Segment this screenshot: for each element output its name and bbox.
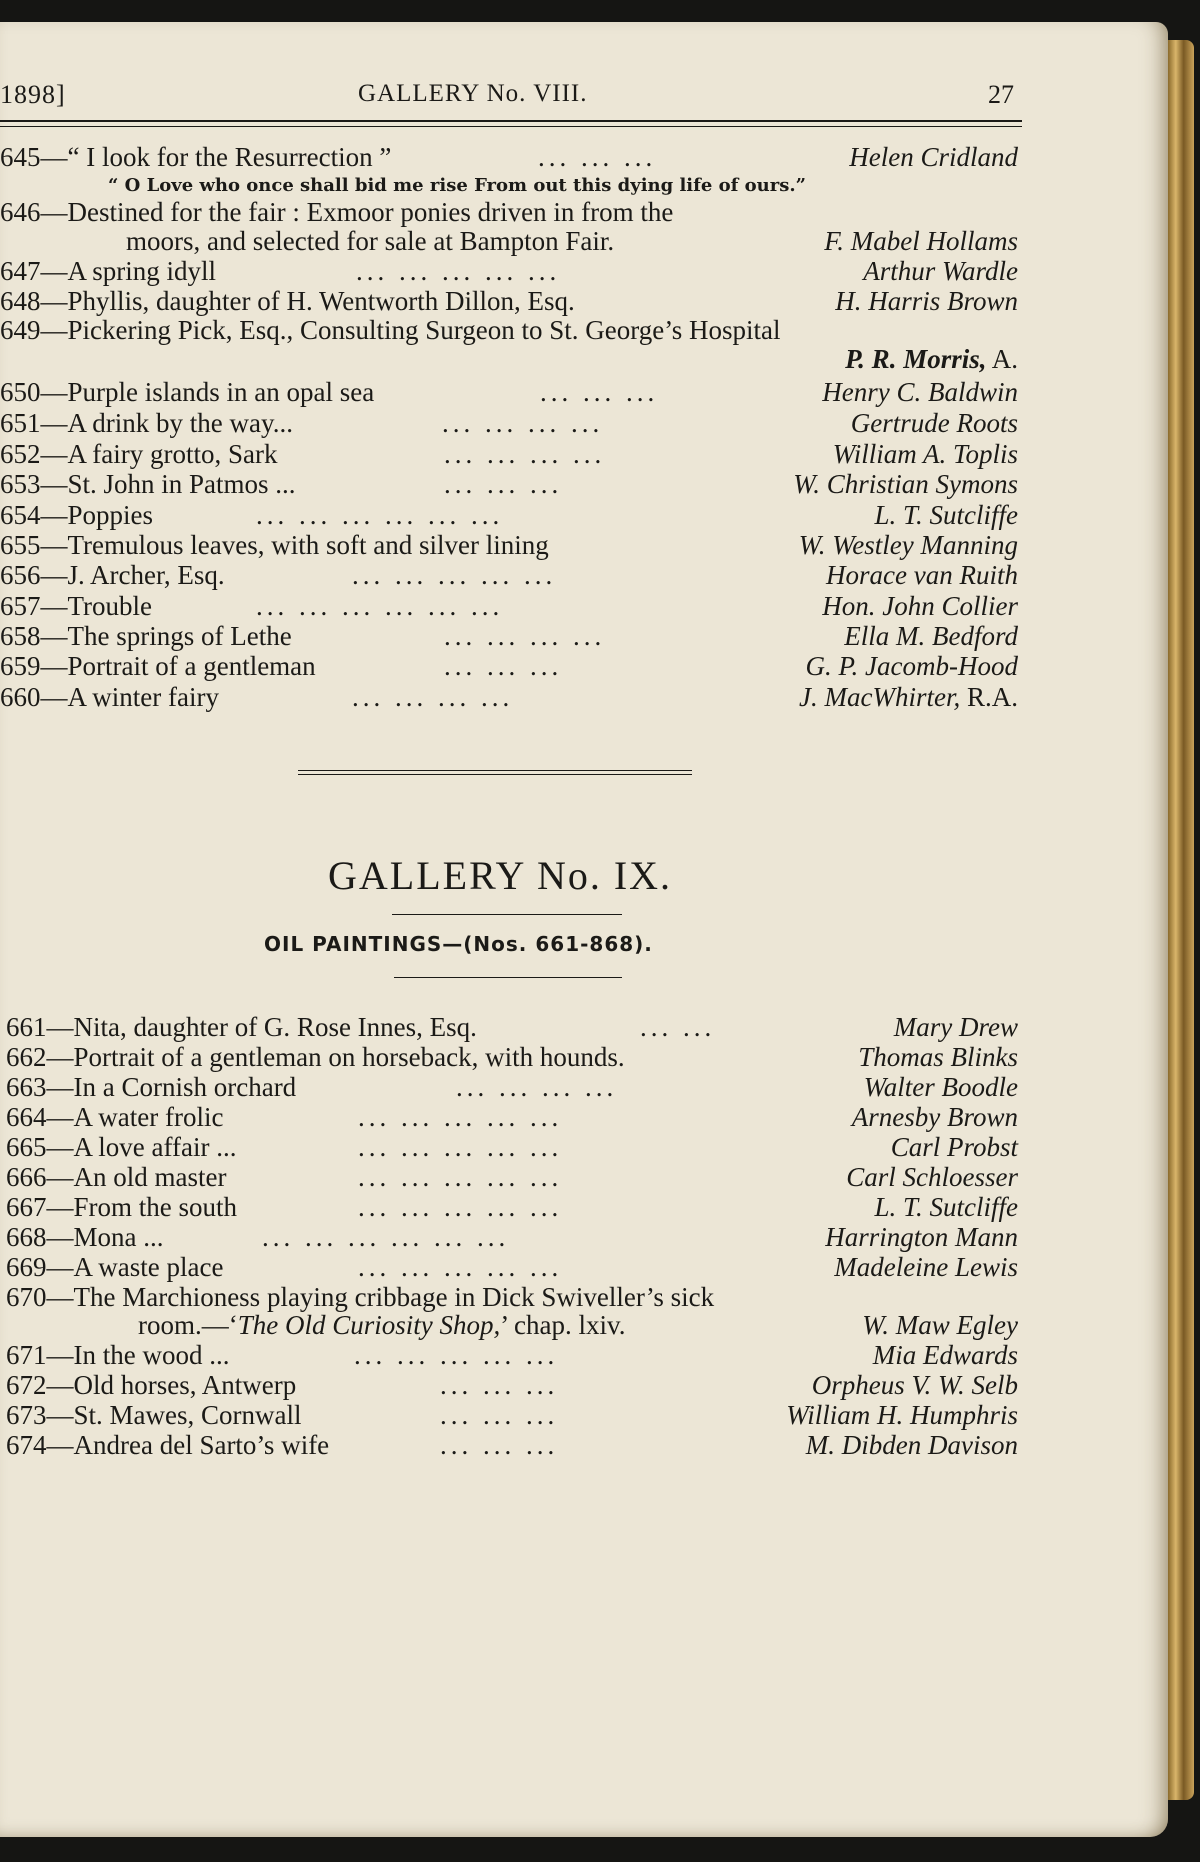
list-item: 673—St. Mawes, Cornwall (6, 1400, 302, 1430)
leader-dots: ... ... ... ... ... (358, 1192, 563, 1222)
artist-name: Gertrude Roots (850, 408, 1018, 438)
artist-name: L. T. Sutcliffe (874, 500, 1018, 530)
artist-name: Harrington Mann (825, 1222, 1018, 1252)
list-item: 649—Pickering Pick, Esq., Consulting Surgeon to St. George’s Hospital (0, 315, 781, 345)
book-title: The Old Curiosity Shop, (237, 1310, 501, 1340)
list-item: 664—A water frolic (6, 1102, 224, 1132)
artist-name: William H. Humphris (786, 1400, 1018, 1430)
leader-dots: ... ... ... ... ... (358, 1132, 563, 1162)
artist-name: Arnesby Brown (851, 1102, 1018, 1132)
leader-dots: ... ... ... ... ... (354, 1340, 559, 1370)
leader-dots: ... ... ... ... ... (358, 1162, 563, 1192)
leader-dots: ... ... ... (444, 651, 563, 681)
artist-name: P. R. Morris, (845, 344, 987, 374)
list-item: 670—The Marchioness playing cribbage in Dick Swiveller’s sick (6, 1282, 715, 1312)
academy-suffix: R.A. (966, 682, 1018, 712)
subtitle-underline (394, 977, 622, 978)
artist-name: Carl Probst (890, 1132, 1018, 1162)
artist-name: M. Dibden Davison (805, 1430, 1018, 1460)
artist-name: Helen Cridland (849, 142, 1018, 172)
page-number: 27 (988, 80, 1014, 109)
leader-dots: ... ... ... (440, 1430, 559, 1460)
artist-name: Orpheus V. W. Selb (811, 1370, 1018, 1400)
leader-dots: ... ... (640, 1012, 716, 1042)
list-item: 659—Portrait of a gentleman (0, 651, 316, 681)
list-item: 667—From the south (6, 1192, 238, 1222)
artist-name: G. P. Jacomb-Hood (805, 651, 1018, 681)
catalogue-page (0, 22, 1168, 1837)
list-item: 668—Mona ... (6, 1222, 164, 1252)
list-item: 645—“ I look for the Resurrection ” (0, 142, 392, 172)
artist-name: J. MacWhirter, (799, 682, 961, 712)
continuation-text: room.—‘ (138, 1310, 238, 1340)
leader-dots: ... ... ... (538, 142, 657, 172)
list-item: 666—An old master (6, 1162, 227, 1192)
academy-suffix: A. (991, 344, 1018, 374)
artist-name: Mary Drew (893, 1012, 1018, 1042)
list-item: 656—J. Archer, Esq. (0, 560, 225, 590)
list-item: 672—Old horses, Antwerp (6, 1370, 297, 1400)
list-item: 646—Destined for the fair : Exmoor ponies driven in from the (0, 197, 674, 227)
list-item: 651—A drink by the way... (0, 408, 293, 438)
artist-line (845, 344, 1018, 375)
leader-dots: ... ... ... ... (444, 439, 606, 469)
artist-name: Henry C. Baldwin (822, 377, 1018, 407)
leader-dots: ... ... ... (440, 1400, 559, 1430)
list-item-continuation: moors, and selected for sale at Bampton Fair. (126, 226, 615, 256)
list-item: 657—Trouble (0, 591, 153, 621)
leader-dots: ... ... ... ... ... ... (256, 500, 504, 530)
list-item: 665—A love affair ... (6, 1132, 237, 1162)
list-item: 658—The springs of Lethe (0, 621, 292, 651)
leader-dots: ... ... ... (440, 1370, 559, 1400)
leader-dots: ... ... ... ... ... (352, 560, 557, 590)
artist-name: Ella M. Bedford (844, 621, 1018, 651)
leader-dots: ... ... ... ... (456, 1072, 618, 1102)
header-gallery-title: GALLERY No. VIII. (358, 80, 588, 107)
leader-dots: ... ... ... (540, 377, 659, 407)
leader-dots: ... ... ... (444, 469, 563, 499)
list-item: 671—In the wood ... (6, 1340, 230, 1370)
list-item: 662—Portrait of a gentleman on horseback, with hounds. (6, 1042, 625, 1072)
list-item: 661—Nita, daughter of G. Rose Innes, Esq. (6, 1012, 477, 1042)
list-item: 647—A spring idyll (0, 256, 217, 286)
section-divider-bottom (298, 774, 692, 775)
artist-name: Hon. John Collier (822, 591, 1018, 621)
artist-name: Mia Edwards (872, 1340, 1018, 1370)
list-item: 652—A fairy grotto, Sark (0, 439, 278, 469)
leader-dots: ... ... ... ... ... ... (256, 591, 504, 621)
leader-dots: ... ... ... ... ... (358, 1102, 563, 1132)
artist-name: Madeleine Lewis (834, 1252, 1018, 1282)
artist-name: Horace van Ruith (826, 560, 1018, 590)
leader-dots: ... ... ... ... ... ... (262, 1222, 510, 1252)
list-item: 648—Phyllis, daughter of H. Wentworth Dillon, Esq. (0, 286, 575, 316)
artist-name: Thomas Blinks (858, 1042, 1018, 1072)
leader-dots: ... ... ... ... ... (356, 256, 561, 286)
title-underline (392, 914, 622, 915)
gallery-ix-title: GALLERY No. IX. (328, 853, 673, 898)
list-item-continuation (138, 1310, 625, 1341)
list-item: 650—Purple islands in an opal sea (0, 377, 375, 407)
gallery-ix-subtitle: OIL PAINTINGS—(Nos. 661-868). (264, 932, 653, 956)
header-rule-top (0, 120, 1022, 122)
artist-line (799, 682, 1018, 713)
list-item: 669—A waste place (6, 1252, 224, 1282)
header-rule-bottom (0, 126, 1022, 127)
artist-name: Walter Boodle (863, 1072, 1018, 1102)
list-item: 674—Andrea del Sarto’s wife (6, 1430, 330, 1460)
book-page-edge (1168, 40, 1194, 1800)
artist-name: W. Maw Egley (862, 1310, 1018, 1340)
list-item: 655—Tremulous leaves, with soft and silver lining (0, 530, 549, 560)
leader-dots: ... ... ... ... (442, 408, 604, 438)
leader-dots: ... ... ... ... ... (358, 1252, 563, 1282)
artist-name: H. Harris Brown (835, 286, 1018, 316)
list-item: 663—In a Cornish orchard (6, 1072, 297, 1102)
artist-name: L. T. Sutcliffe (874, 1192, 1018, 1222)
list-item: 660—A winter fairy (0, 682, 219, 712)
artist-name: William A. Toplis (832, 439, 1018, 469)
header-year: 1898] (0, 80, 66, 109)
list-item: 654—Poppies (0, 500, 154, 530)
artist-name: Arthur Wardle (863, 256, 1018, 286)
artist-name: F. Mabel Hollams (824, 226, 1018, 256)
artist-name: W. Westley Manning (798, 530, 1018, 560)
leader-dots: ... ... ... ... (444, 621, 606, 651)
artist-name: Carl Schloesser (846, 1162, 1018, 1192)
list-item: 653—St. John in Patmos ... (0, 469, 296, 499)
chapter-reference: ’ chap. lxiv. (500, 1310, 626, 1340)
quotation: “ O Love who once shall bid me rise From out this dying life of ours.” (108, 175, 806, 196)
section-divider-top (298, 770, 692, 771)
leader-dots: ... ... ... ... (352, 682, 514, 712)
artist-name: W. Christian Symons (793, 469, 1018, 499)
